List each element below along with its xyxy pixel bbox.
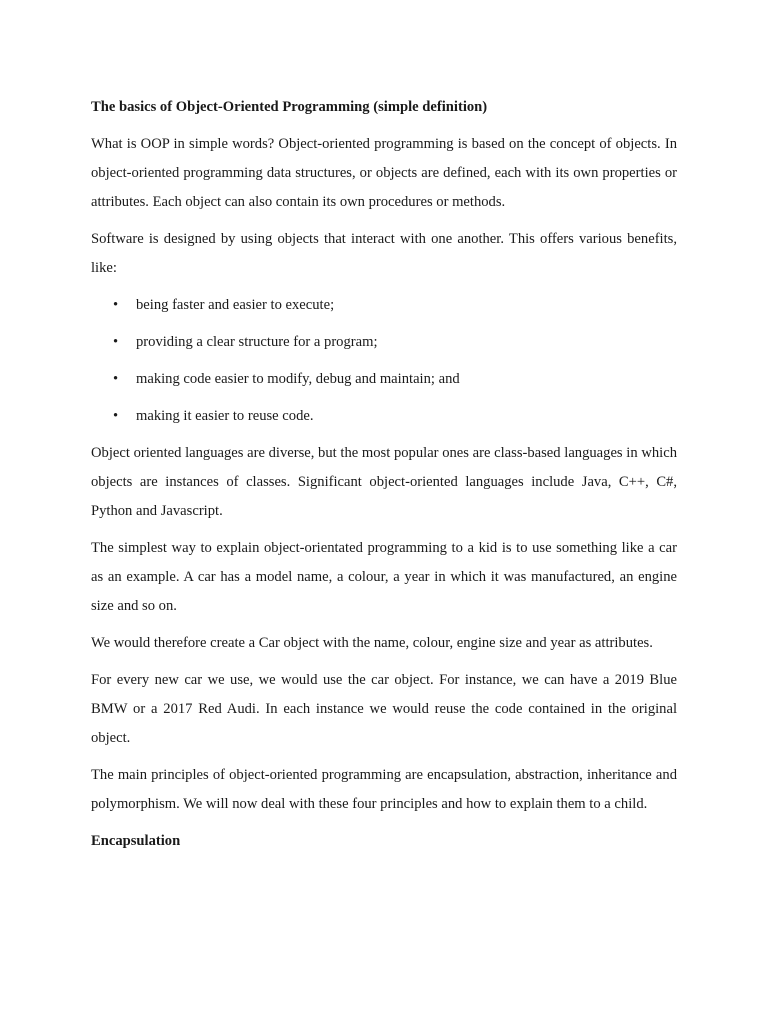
bullet-icon: • (113, 334, 119, 350)
document-title: The basics of Object-Oriented Programming (simple definition) (91, 99, 488, 115)
list-item-text: being faster and easier to execute; (136, 297, 335, 313)
benefits-list (91, 291, 677, 431)
paragraph-principles: The main principles of object-oriented programming are encapsulation, abstraction, inheritance and polymorphism. We will now deal with these four principles and how to explain them to a child. (91, 767, 677, 812)
paragraph-benefits-intro: Software is designed by using objects that interact with one another. This offers various benefits, like: (91, 231, 677, 276)
list-item (91, 402, 677, 431)
document-page (91, 93, 677, 856)
section-heading-encapsulation: Encapsulation (91, 833, 181, 849)
paragraph-car-instances: For every new car we use, we would use the car object. For instance, we can have a 2019 Blue BMW or a 2017 Red Audi. In each instance we would reuse the code contained in the original object. (91, 672, 677, 746)
list-item (91, 328, 677, 357)
paragraph-languages: Object oriented languages are diverse, but the most popular ones are class-based languages in which objects are instances of classes. Significant object-oriented languages include Java, C++, C#, Python and Javascript. (91, 445, 677, 519)
bullet-icon: • (113, 408, 119, 424)
paragraph-car-object: We would therefore create a Car object with the name, colour, engine size and year as attributes. (91, 635, 653, 651)
paragraph-car-example: The simplest way to explain object-orientated programming to a kid is to use something like a car as an example. A car has a model name, a colour, a year in which it was manufactured, an engine size and so on. (91, 540, 677, 614)
bullet-icon: • (113, 371, 119, 387)
list-item-text: making code easier to modify, debug and maintain; and (136, 371, 460, 387)
bullet-icon: • (113, 297, 119, 313)
list-item-text: providing a clear structure for a program; (136, 334, 378, 350)
list-item-text: making it easier to reuse code. (136, 408, 314, 424)
list-item (91, 291, 677, 320)
list-item (91, 365, 677, 394)
paragraph-oop-definition: What is OOP in simple words? Object-oriented programming is based on the concept of objects. In object-oriented programming data structures, or objects are defined, each with its own properties or attributes. Each object can also contain its own procedures or methods. (91, 136, 677, 210)
